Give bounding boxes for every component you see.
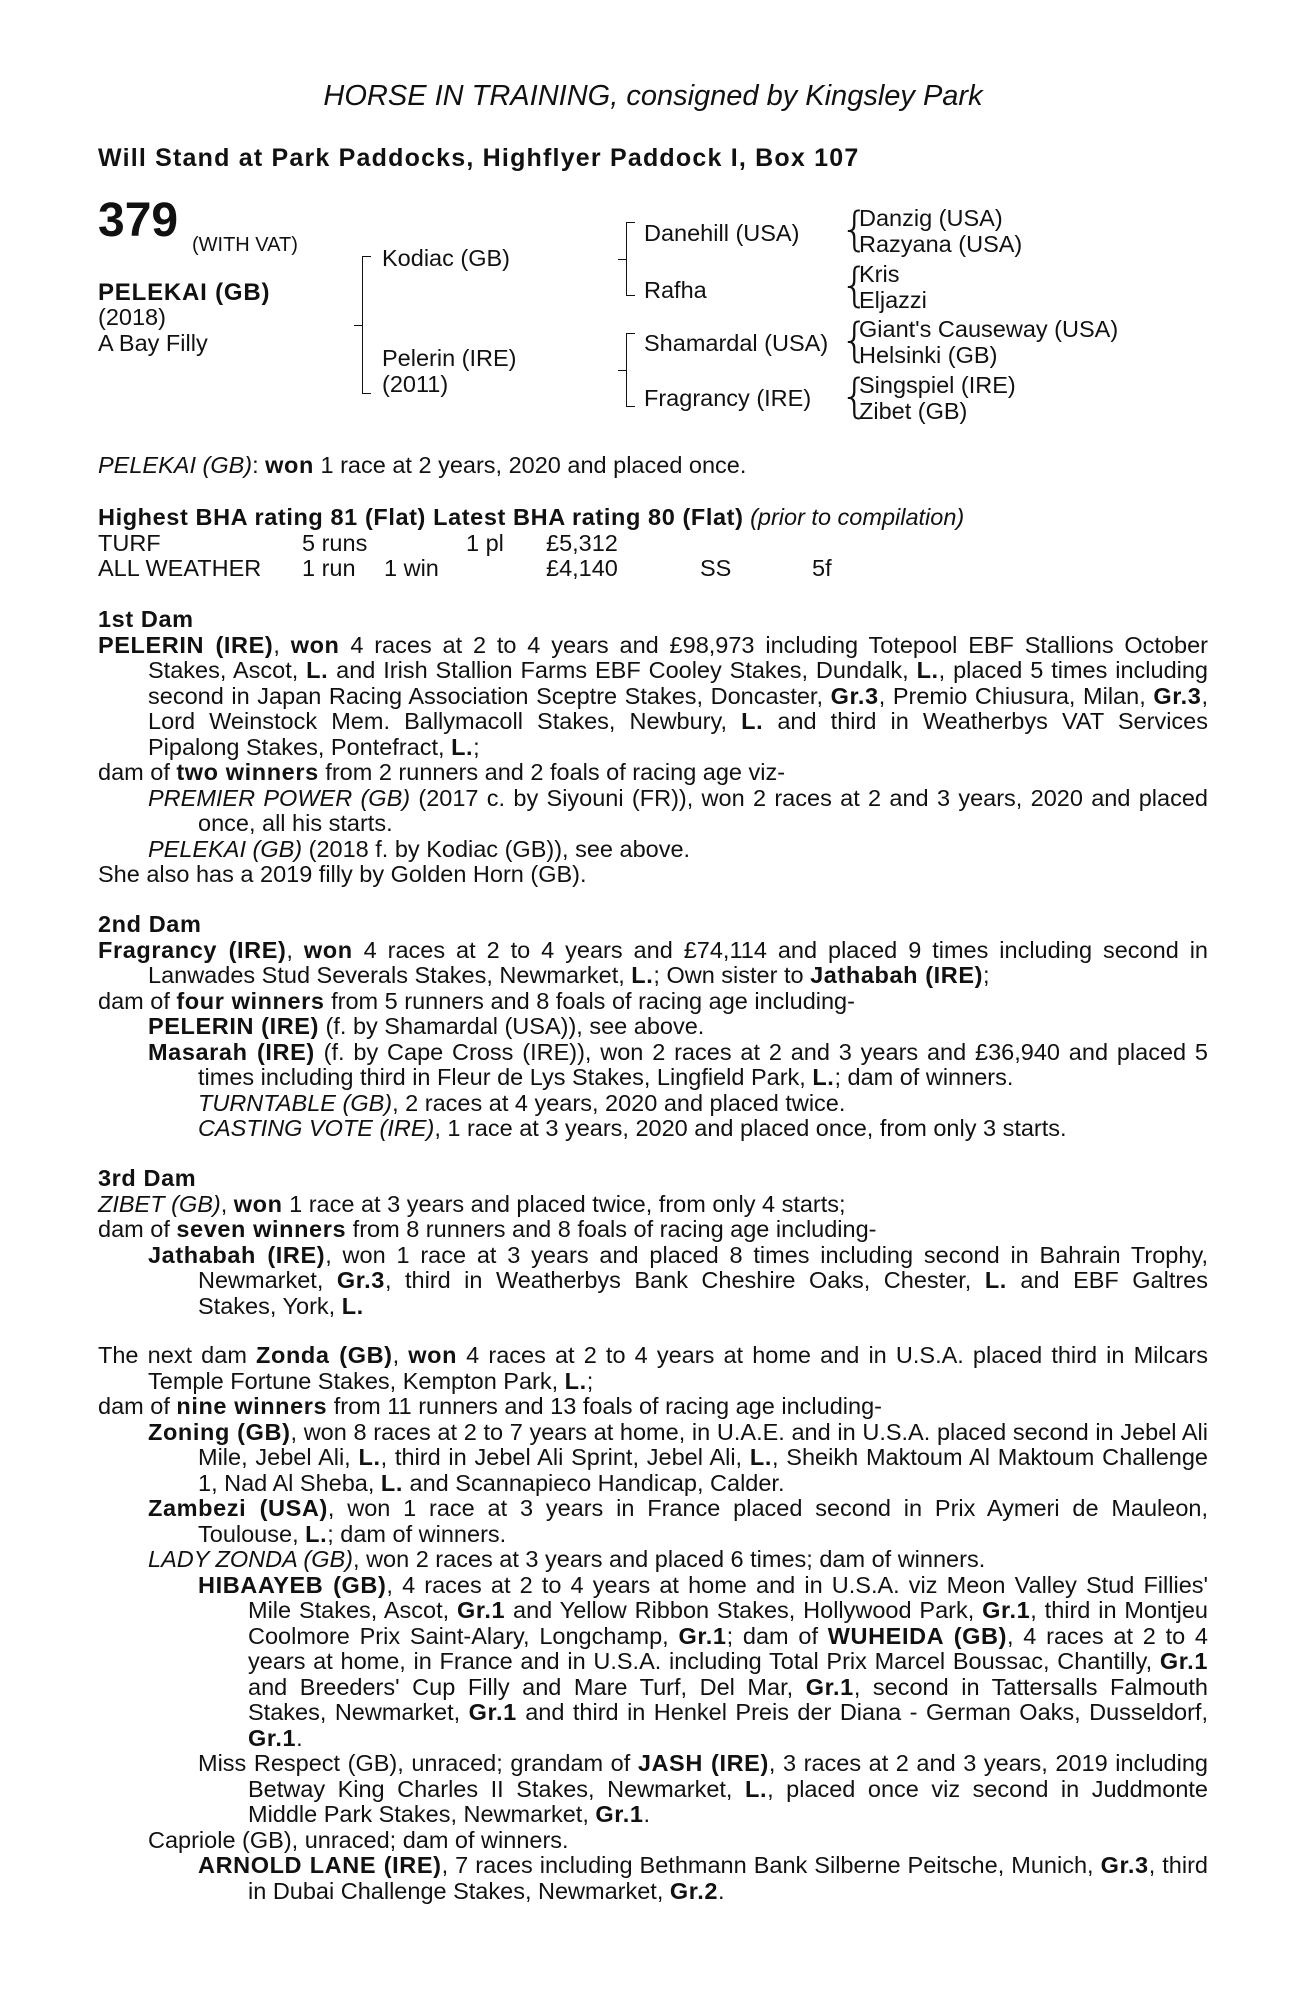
pedigree-sire: Kodiac (GB) [382, 245, 510, 271]
vat-note: (WITH VAT) [192, 234, 298, 256]
pedigree-sss: Danzig (USA) [859, 205, 1003, 231]
race-summary: PELEKAI (GB): won 1 race at 2 years, 2020 and placed once. [98, 452, 747, 478]
brace-icon: { [840, 258, 870, 312]
section-heading: 1st Dam [98, 606, 194, 632]
page-title: HORSE IN TRAINING, consigned by Kingsley Park [323, 80, 983, 112]
pedigree-ddd: Zibet (GB) [859, 398, 968, 424]
horse-description: A Bay Filly [98, 330, 208, 356]
dam-parents-brace [626, 333, 635, 407]
table-row: TURF 5 runs 1 pl £5,312 [98, 530, 618, 556]
section-heading: 2nd Dam [98, 911, 202, 937]
pedigree-sdd: Eljazzi [859, 287, 927, 313]
next-dam-section: The next dam Zonda (GB), won 4 races at 2 to 4 years at home and in U.S.A. placed third in Milcars Temple Fortune Stakes, Kempton Park, L.; dam of nine winners from 11 runners and 13 foals of racing age including- Zoning (GB), won 8 races at 2 to 7 years at home, in U.A.E. and in U.S.A. placed second in Jebel Ali Mile, Jebel Ali, L., third in Jebel Ali Sprint, Jebel Ali, L., Sheikh Maktoum Al Maktoum Challenge 1, Nad Al Sheba, L. and Scannapieco Handicap, Calder. Zambezi (USA), won 1 race at 3 years in France placed second in Prix Aymeri de Mauleon, Toulouse, L.; dam of winners. LADY ZONDA (GB), won 2 races at 3 years and placed 6 times; dam of winners. HIBAAYEB (GB), 4 races at 2 to 4 years at home and in U.S.A. viz Meon Valley Stud Fillies' Mile Stakes, Ascot, Gr.1 and Yellow Ribbon Stakes, Hollywood Park, Gr.1, third in Montjeu Coolmore Prix Saint-Alary, Longchamp, Gr.1; dam of WUHEIDA (GB), 4 races at 2 to 4 years at home, in France and in U.S.A. including Total Prix Marcel Boussac, Chantilly, Gr.1 and Breeders' Cup Filly and Mare Turf, Del Mar, Gr.1, second in Tattersalls Falmouth Stakes, Newmarket, Gr.1 and third in Henkel Preis der Diana - German Oaks, Dusseldorf, Gr.1. Miss Respect (GB), unraced; grandam of JASH (IRE), 3 races at 2 and 3 years, 2019 including Betway King Charles II Stakes, Newmarket, L., placed once viz second in Juddmonte Middle Park Stakes, Newmarket, Gr.1. Capriole (GB), unraced; dam of winners. ARNOLD LANE (IRE), 7 races including Bethmann Bank Silberne Peitsche, Munich, Gr.3, third in Dubai Challenge Stakes, Newmarket, Gr.2. [98, 1342, 1209, 1904]
pedigree-dss: Giant's Causeway (USA) [859, 316, 1119, 342]
brace-icon: { [840, 202, 870, 256]
lot-number: 379 [98, 194, 179, 247]
pedigree-dsd: Helsinki (GB) [859, 342, 998, 368]
brace-icon: { [840, 369, 870, 423]
pedigree-sire-sire: Danehill (USA) [644, 220, 800, 246]
pedigree-dam-sire: Shamardal (USA) [644, 330, 829, 356]
pedigree-dam-year: (2011) [382, 371, 449, 397]
sire-parents-brace [626, 222, 635, 296]
pedigree-sds: Kris [859, 261, 900, 287]
stand-location: Will Stand at Park Paddocks, Highflyer Paddock I, Box 107 [98, 144, 860, 172]
pedigree-dam: Pelerin (IRE) [382, 345, 517, 371]
table-row: ALL WEATHER 1 run 1 win £4,140 SS 5f [98, 555, 832, 581]
pedigree-sire-dam: Rafha [644, 277, 707, 303]
section-heading: 3rd Dam [98, 1165, 197, 1191]
sire-dam-brace [362, 256, 371, 394]
pedigree-ssd: Razyana (USA) [859, 231, 1023, 257]
third-dam-section: 3rd Dam ZIBET (GB), won 1 race at 3 years and placed twice, from only 4 starts; dam of seven winners from 8 runners and 8 foals of racing age including- Jathabah (IRE), won 1 race at 3 years and placed 8 times including second in Bahrain Trophy, Newmarket, Gr.3, third in Weatherbys Bank Cheshire Oaks, Chester, L. and EBF Galtres Stakes, York, L. [98, 1165, 1208, 1319]
pedigree-dds: Singspiel (IRE) [859, 372, 1016, 398]
first-dam-section: 1st Dam PELERIN (IRE), won 4 races at 2 to 4 years and £98,973 including Totepool EBF Stallions October Stakes, Ascot, L. and Irish Stallion Farms EBF Cooley Stakes, Dundalk, L., placed 5 times including second in Japan Racing Association Sceptre Stakes, Doncaster, Gr.3, Premio Chiusura, Milan, Gr.3, Lord Weinstock Mem. Ballymacoll Stakes, Newbury, L. and third in Weatherbys VAT Services Pipalong Stakes, Pontefract, L.; dam of two winners from 2 runners and 2 foals of racing age viz- PREMIER POWER (GB) (2017 c. by Siyouni (FR)), won 2 races at 2 and 3 years, 2020 and placed once, all his starts. PELEKAI (GB) (2018 f. by Kodiac (GB)), see above. She also has a 2019 filly by Golden Horn (GB). [98, 606, 1208, 887]
second-dam-section: 2nd Dam Fragrancy (IRE), won 4 races at 2 to 4 years and £74,114 and placed 9 times including second in Lanwades Stud Severals Stakes, Newmarket, L.; Own sister to Jathabah (IRE); dam of four winners from 5 runners and 8 foals of racing age including- PELERIN (IRE) (f. by Shamardal (USA)), see above. Masarah (IRE) (f. by Cape Cross (IRE)), won 2 races at 2 and 3 years and £36,940 and placed 5 times including third in Fleur de Lys Stakes, Lingfield Park, L.; dam of winners. TURNTABLE (GB), 2 races at 4 years, 2020 and placed twice. CASTING VOTE (IRE), 1 race at 3 years, 2020 and placed once, from only 3 starts. [98, 911, 1208, 1141]
horse-year: (2018) [98, 304, 166, 330]
horse-name: PELEKAI (GB) [98, 279, 271, 306]
ratings: Highest BHA rating 81 (Flat) Latest BHA rating 80 (Flat) (prior to compilation) [98, 504, 965, 530]
performance-table [98, 531, 832, 581]
brace-icon: { [840, 313, 870, 367]
pedigree-dam-dam: Fragrancy (IRE) [644, 385, 812, 411]
